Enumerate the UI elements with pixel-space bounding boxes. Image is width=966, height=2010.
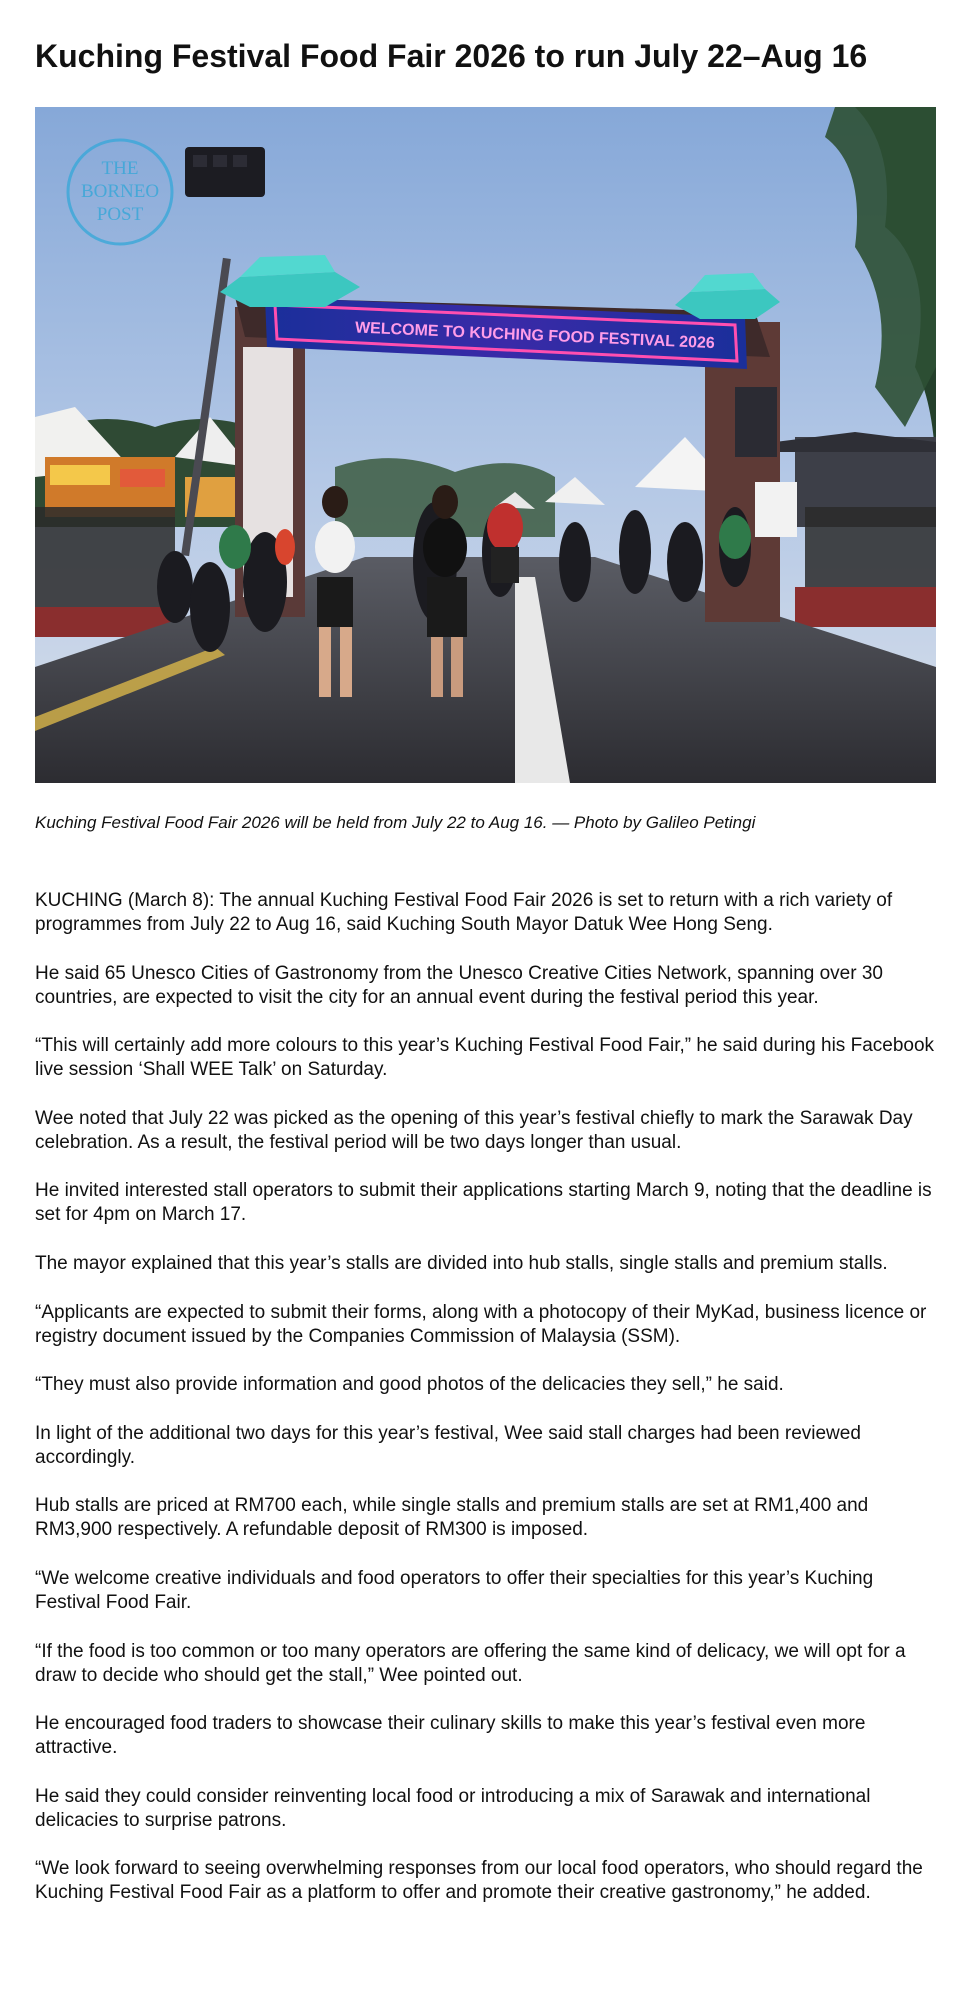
svg-text:POST: POST: [96, 204, 144, 225]
article-paragraph: “This will certainly add more colours to this year’s Kuching Festival Food Fair,” he said during his Facebook live session ‘Shall WEE Talk’ on Saturday.: [35, 1035, 935, 1081]
festival-arch-photo: [35, 107, 936, 783]
article-paragraph: Hub stalls are priced at RM700 each, while single stalls and premium stalls are set at RM1,400 and RM3,900 respectively. A refundable deposit of RM300 is imposed.: [35, 1495, 869, 1541]
article-paragraph: “We look forward to seeing overwhelming responses from our local food operators, who should regard the Kuching Festival Food Fair as a platform to offer and promote their creative gastronomy,” he added.: [35, 1858, 923, 1904]
article-paragraph: KUCHING (March 8): The annual Kuching Festival Food Fair 2026 is set to return with a rich variety of programmes from July 22 to Aug 16, said Kuching South Mayor Datuk Wee Hong Seng.: [35, 890, 893, 935]
svg-text:BORNEO: BORNEO: [80, 181, 160, 202]
article-paragraph: “We welcome creative individuals and food operators to offer their specialties for this year’s Kuching Festival Food Fair.: [35, 1567, 874, 1613]
article-paragraph: He said 65 Unesco Cities of Gastronomy from the Unesco Creative Cities Network, spanning over 30 countries, are expected to visit the city for an annual event during the festival period this year.: [35, 962, 883, 1008]
article-paragraph: In light of the additional two days for this year’s festival, Wee said stall charges had been reviewed accordingly.: [35, 1422, 861, 1468]
article-paragraph: The mayor explained that this year’s stalls are divided into hub stalls, single stalls and premium stalls.: [35, 1252, 888, 1274]
article-paragraph: “They must also provide information and good photos of the delicacies they sell,” he said.: [35, 1374, 784, 1396]
svg-text:THE: THE: [101, 158, 139, 179]
article-paragraph: He invited interested stall operators to submit their applications starting March 9, noting that the deadline is set for 4pm on March 17.: [35, 1180, 932, 1226]
article-body: [35, 889, 940, 1930]
article-paragraph: “If the food is too common or too many operators are offering the same kind of delicacy, we will opt for a draw to decide who should get the stall,” Wee pointed out.: [35, 1640, 906, 1686]
article-headline: Kuching Festival Food Fair 2026 to run July 22–Aug 16: [35, 38, 868, 74]
photo-caption: Kuching Festival Food Fair 2026 will be held from July 22 to Aug 16. — Photo by Galileo Petingi: [35, 813, 756, 832]
article-photo: [35, 107, 936, 783]
article-paragraph: Wee noted that July 22 was picked as the opening of this year’s festival chiefly to mark the Sarawak Day celebration. As a result, the festival period will be two days longer than usual.: [35, 1107, 913, 1153]
banner-text: WELCOME TO KUCHING FOOD FESTIVAL 2026: [354, 319, 716, 353]
article-paragraph: He encouraged food traders to showcase their culinary skills to make this year’s festival even more attractive.: [35, 1713, 866, 1759]
article-paragraph: “Applicants are expected to submit their forms, along with a photocopy of their MyKad, business licence or registry document issued by the Companies Commission of Malaysia (SSM).: [35, 1301, 927, 1347]
article-paragraph: He said they could consider reinventing local food or introducing a mix of Sarawak and international delicacies to surprise patrons.: [35, 1785, 871, 1831]
